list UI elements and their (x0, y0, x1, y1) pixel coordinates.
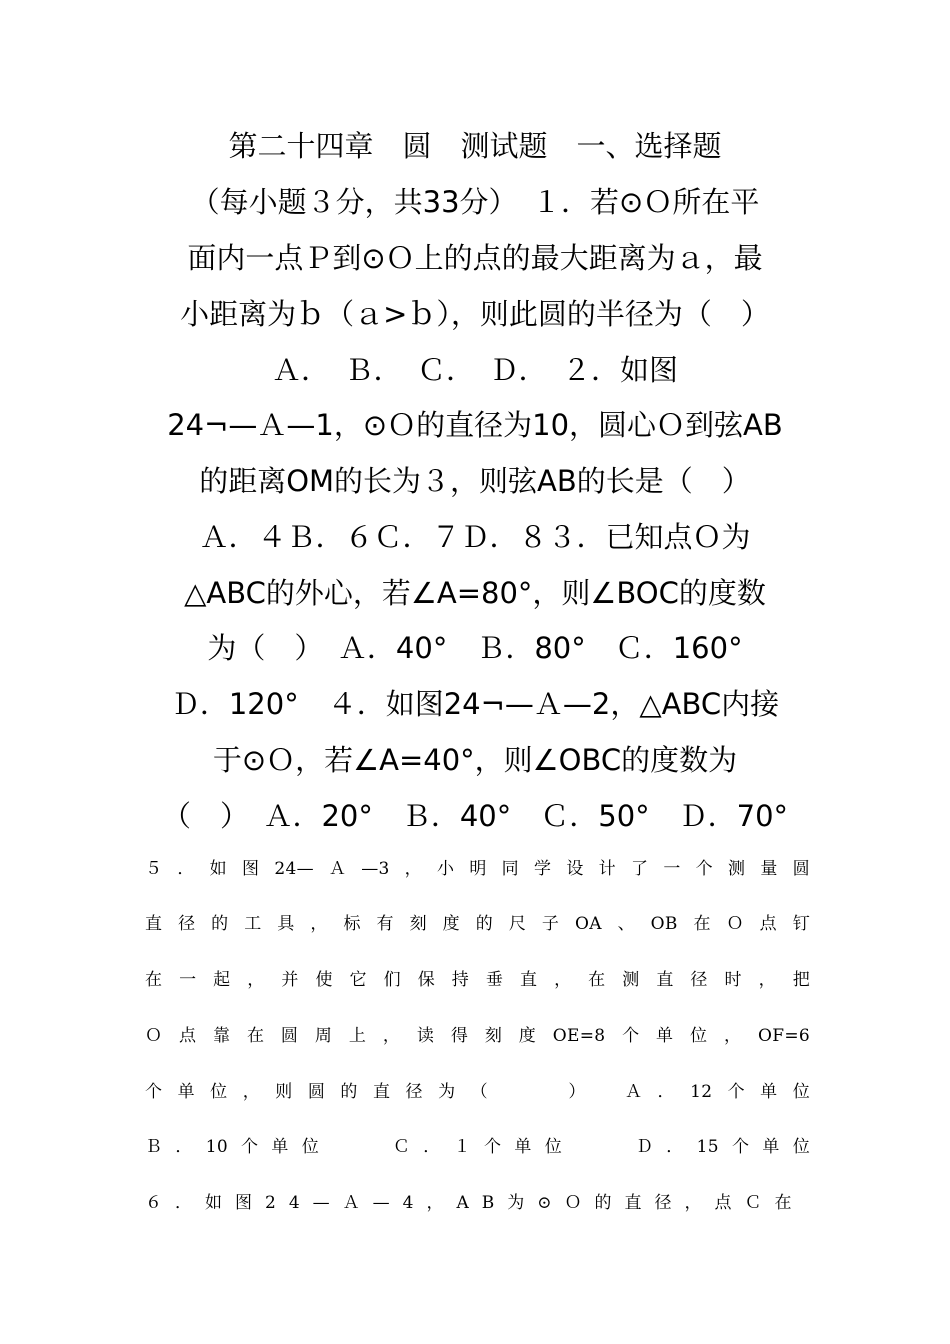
text-line: 小距离为ｂ（ａ>ｂ），则此圆的半径为（ ） (180, 297, 770, 331)
text-line: Ａ．４Ｂ．６Ｃ．７Ｄ．８３．已知点Ｏ为 (199, 520, 751, 554)
text-line: （ ） Ａ．20° Ｂ．40° Ｃ．50° Ｄ．70° (161, 799, 789, 833)
text-line: ５．如图24—Ａ—3，小明同学设计了一个测量圆 (145, 859, 810, 879)
text-line: △ABC的外心，若∠A=80°，则∠BOC的度数 (184, 576, 766, 610)
text-line: ６．如图24—Ａ—4，AB为⊙Ｏ的直径，点Ｃ在 (145, 1193, 805, 1213)
text-line: Ｂ．10个单位 Ｃ．１个单位 Ｄ．15个单位 (145, 1137, 810, 1157)
text-line: 于⊙Ｏ，若∠A=40°，则∠OBC的度数为 (212, 743, 738, 777)
text-line: 直径的工具，标有刻度的尺子OA、OB在Ｏ点钉 (145, 914, 810, 934)
text-line: 在一起，并使它们保持垂直，在测直径时，把 (145, 970, 810, 990)
text-line: 24¬—Ａ—1，⊙Ｏ的直径为10，圆心Ｏ到弦AB (167, 408, 783, 442)
text-line: 面内一点Ｐ到⊙Ｏ上的点的最大距离为ａ，最 (187, 241, 763, 275)
text-line: 为（ ） Ａ．40° Ｂ．80° Ｃ．160° (207, 631, 743, 665)
text-line: Ｄ．120° ４．如图24¬—Ａ—2，△ABC内接 (170, 687, 780, 721)
text-line: 的距离OM的长为３，则弦AB的长是（ ） (199, 464, 751, 498)
text-line: Ｏ点靠在圆周上，读得刻度OE=8个单位，OF=6 (145, 1026, 810, 1046)
text-line: 个单位，则圆的直径为（ ） Ａ．12个单位 (145, 1082, 810, 1102)
text-line: Ａ． Ｂ． Ｃ． Ｄ． ２．如图 (271, 353, 678, 387)
text-line: （每小题３分，共33分） １．若⊙Ｏ所在平 (190, 185, 760, 219)
text-line: 第二十四章 圆 测试题 一、选择题 (228, 129, 722, 163)
